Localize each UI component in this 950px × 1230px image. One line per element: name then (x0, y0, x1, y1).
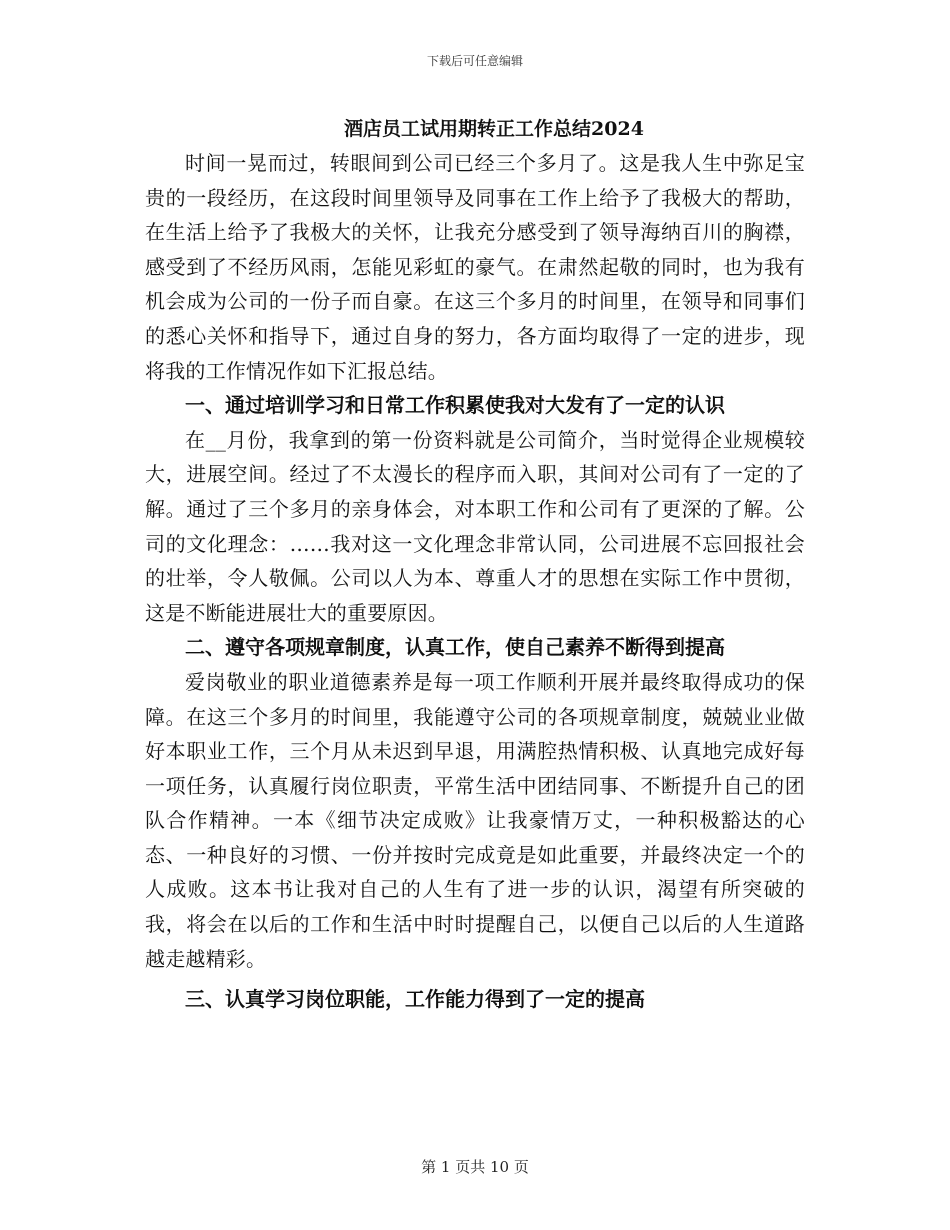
paragraph-intro: 时间一晃而过，转眼间到公司已经三个多月了。这是我人生中弥足宝贵的一段经历，在这段时间里领导及同事在工作上给予了我极大的帮助，在生活上给予了我极大的关怀，让我充分感受到了领导海纳百川的胸襟，感受到了不经历风雨，怎能见彩虹的豪气。在肃然起敬的同时，也为我有机会成为公司的一份子而自豪。在这三个多月的时间里，在领导和同事们的悉心关怀和指导下，通过自身的努力，各方面均取得了一定的进步，现将我的工作情况作如下汇报总结。 (145, 151, 805, 383)
paragraph-section-2: 爱岗敬业的职业道德素养是每一项工作顺利开展并最终取得成功的保障。在这三个多月的时间里，我能遵守公司的各项规章制度，兢兢业业做好本职业工作，三个月从未迟到早退，用满腔热情积极、认真地完成好每一项任务，认真履行岗位职责，平常生活中团结同事、不断提升自己的团队合作精神。一本《细节决定成败》让我豪情万丈，一种积极豁达的心态、一种良好的习惯、一份并按时完成竟是如此重要，并最终决定一个的人成败。这本书让我对自己的人生有了进一步的认识，渴望有所突破的我，将会在以后的工作和生活中时时提醒自己，以便自己以后的人生道路越走越精彩。 (145, 669, 805, 971)
paragraph-section-1: 在__月份，我拿到的第一份资料就是公司简介，当时觉得企业规模较大，进展空间。经过了不太漫长的程序而入职，其间对公司有了一定的了解。通过了三个多月的亲身体会，对本职工作和公司有了更深的了解。公司的文化理念：……我对这一文化理念非常认同，公司进展不忘回报社会的壮举，令人敬佩。公司以人为本、尊重人才的思想在实际工作中贯彻，这是不断能进展壮大的重要原因。 (145, 427, 805, 625)
section-heading-3: 三、认真学习岗位职能，工作能力得到了一定的提高 (185, 987, 645, 1012)
section-heading-2: 二、遵守各项规章制度，认真工作，使自己素养不断得到提高 (185, 635, 725, 660)
document-body (145, 112, 805, 1017)
header-note: 下载后可任意编辑 (426, 54, 523, 68)
section-heading-1: 一、通过培训学习和日常工作积累使我对大发有了一定的认识 (185, 393, 725, 418)
document-title: 酒店员工试用期转正工作总结2024 (344, 118, 644, 140)
page-number-footer: 第 1 页共 10 页 (421, 1158, 529, 1176)
